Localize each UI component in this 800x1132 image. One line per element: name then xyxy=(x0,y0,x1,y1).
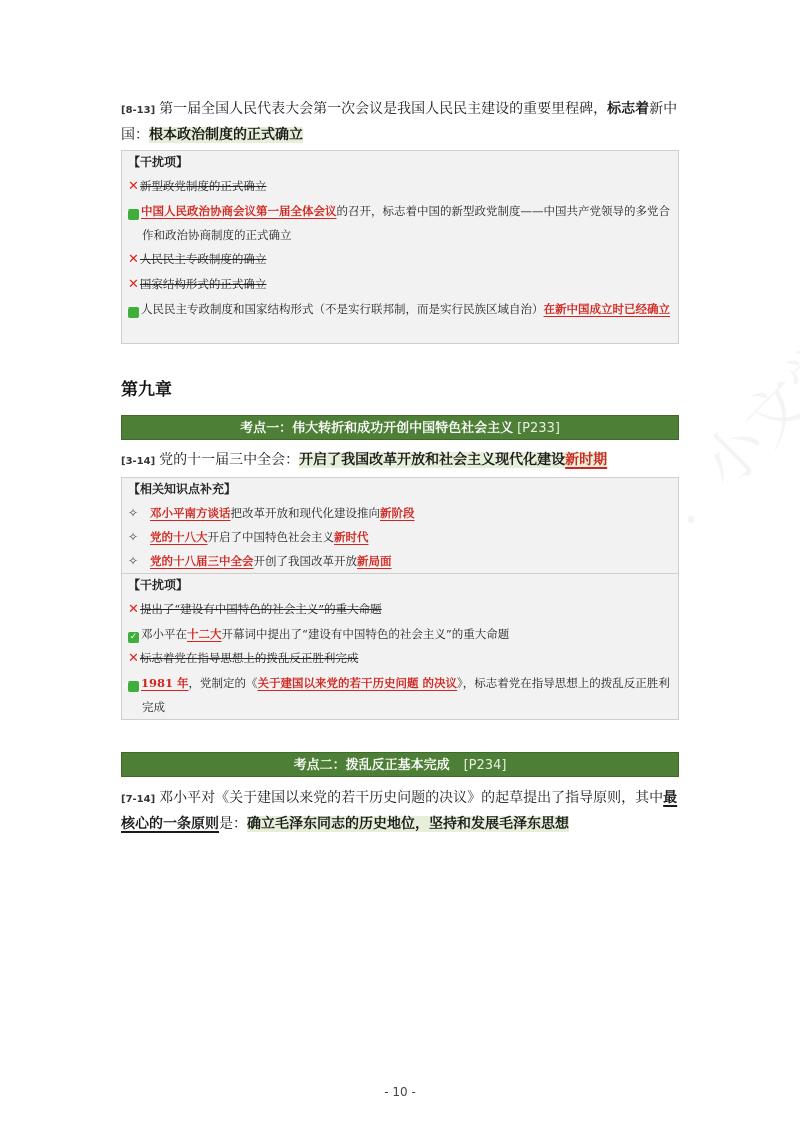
box-title: 【干扰项】 xyxy=(128,578,189,592)
question-8-13: [8-13] 第一届全国人民代表大会第一次会议是我国人民民主建设的重要里程碑，标志着新中国：根本政治制度的正式确立 xyxy=(121,101,678,143)
topic-banner: 考点二：拨乱反正基本完成 [P234] xyxy=(121,752,679,777)
wrong-icon: ✕ xyxy=(128,651,139,666)
correct-icon: ✓ xyxy=(128,681,139,692)
question-tag: [7-14] xyxy=(121,794,156,805)
question-7-14: [7-14] 邓小平对《关于建国以来党的若干历史问题的决议》的起草提出了指导原则，其中最核心的一条原则是：确立毛泽东同志的历史地位，坚持和发展毛泽东思想 xyxy=(121,790,678,832)
page-number: - 10 - xyxy=(384,1085,416,1099)
topic-banner: 考点一：伟大转折和成功开创中国特色社会主义 [P233] xyxy=(121,415,679,440)
correct-icon: ✓ xyxy=(129,632,138,642)
distractor-box xyxy=(121,150,679,344)
question-tag: [3-14] xyxy=(121,456,156,467)
correct-icon: ✓ xyxy=(128,307,139,318)
knowledge-box xyxy=(121,477,679,720)
wrong-icon: ✕ xyxy=(128,602,139,617)
related-item: ✧ 邓小平南方谈话把改革开放和现代化建设推向新阶段 xyxy=(122,501,678,525)
distractor-item: ✓ 中国人民政治协商会议第一届全体会议的召开，标志着中国的新型政党制度——中国共产党领导的多党合作和政治协商制度的正式确立 xyxy=(122,204,670,242)
box-title: 【相关知识点补充】 xyxy=(128,482,237,496)
distractor-item: ✓ 人民民主专政制度和国家结构形式（不是实行联邦制，而是实行民族区域自治）在新中国成立时已经确立 xyxy=(122,302,670,317)
answer-highlight: 确立毛泽东同志的历史地位，坚持和发展毛泽东思想 xyxy=(247,816,569,832)
box-title: 【干扰项】 xyxy=(128,155,189,169)
distractor-item: ✕国家结构形式的正式确立 xyxy=(128,277,267,292)
distractor-item: ✕新型政党制度的正式确立 xyxy=(128,179,267,194)
diamond-icon: ✧ xyxy=(128,506,139,520)
distractor-item: ✕人民民主专政制度的确立 xyxy=(128,252,267,267)
distractor-item: ✕提出了“建设有中国特色的社会主义”的重大命题 xyxy=(128,602,382,617)
related-item: ✧ 党的十八大开启了中国特色社会主义新时代 xyxy=(122,525,678,549)
diamond-icon: ✧ xyxy=(128,554,139,568)
correct-icon: ✓ xyxy=(128,209,139,220)
related-item: ✧ 党的十八届三中全会开创了我国改革开放新局面 xyxy=(122,549,678,573)
distractor-item: ✓ 1981 年，党制定的《关于建国以来党的若干历史问题 的决议》，标志着党在指导思想上的拨乱反正胜利完成 xyxy=(122,676,670,714)
wrong-icon: ✕ xyxy=(128,179,139,194)
distractor-item: ✕标志着党在指导思想上的拨乱反正胜利完成 xyxy=(128,651,359,666)
wrong-icon: ✕ xyxy=(128,252,139,267)
distractor-item: ✓ 邓小平在十二大开幕词中提出了“建设有中国特色的社会主义”的重大命题 xyxy=(129,627,510,642)
question-3-14: [3-14] 党的十一届三中全会：开启了我国改革开放和社会主义现代化建设新时期 xyxy=(121,452,608,468)
chapter-title: 第九章 xyxy=(121,380,172,400)
answer-highlight: 开启了我国改革开放和社会主义现代化建设新时期 xyxy=(299,452,608,468)
answer-highlight: 根本政治制度的正式确立 xyxy=(149,127,303,143)
wrong-icon: ✕ xyxy=(128,277,139,292)
diamond-icon: ✧ xyxy=(128,530,139,544)
question-tag: [8-13] xyxy=(121,105,156,116)
